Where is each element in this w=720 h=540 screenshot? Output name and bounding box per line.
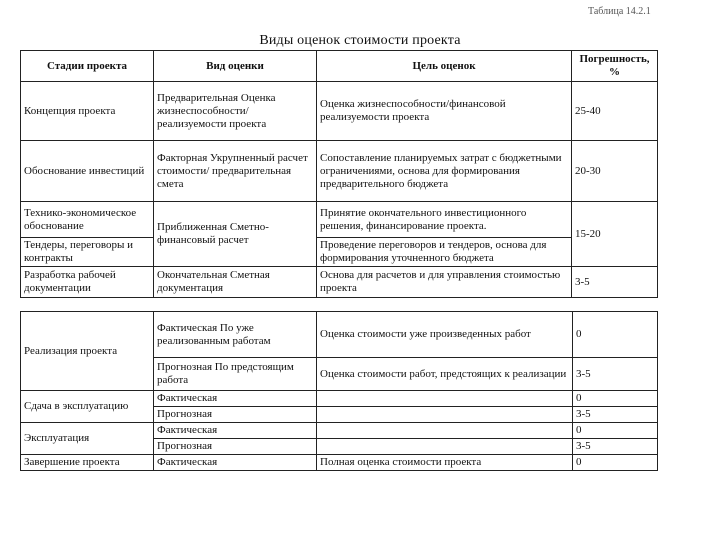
table-row bbox=[21, 267, 658, 298]
header-error: Погрешность, % bbox=[572, 51, 658, 82]
goal-cell: Проведение переговоров и тендеров, основа для формирования уточненного бюджета bbox=[317, 238, 572, 267]
estimates-table-bottom bbox=[20, 311, 658, 471]
type-cell: Предварительная Оценка жизнеспособности/ реализуемости проекта bbox=[154, 82, 317, 141]
error-cell: 3-5 bbox=[573, 407, 658, 423]
table-header-row bbox=[21, 51, 658, 82]
stage-cell: Сдача в эксплуатацию bbox=[21, 391, 154, 423]
error-cell: 25-40 bbox=[572, 82, 658, 141]
type-cell: Фактическая bbox=[154, 391, 317, 407]
error-cell: 3-5 bbox=[573, 358, 658, 391]
stage-cell: Технико-экономическое обоснование bbox=[21, 202, 154, 238]
type-cell: Прогнозная По предстоящим работа bbox=[154, 358, 317, 391]
type-cell: Факторная Укрупненный расчет стоимости/ предварительная смета bbox=[154, 141, 317, 202]
type-cell: Прогнозная bbox=[154, 407, 317, 423]
header-type: Вид оценки bbox=[154, 51, 317, 82]
table-row bbox=[21, 202, 658, 238]
header-goal: Цель оценок bbox=[317, 51, 572, 82]
goal-cell: Оценка стоимости работ, предстоящих к реализации bbox=[317, 358, 573, 391]
goal-cell: Принятие окончательного инвестиционного решения, финансирование проекта. bbox=[317, 202, 572, 238]
goal-cell: Сопоставление планируемых затрат с бюджетными ограничениями, основа для формирования предварительного бюджета bbox=[317, 141, 572, 202]
stage-cell: Реализация проекта bbox=[21, 312, 154, 391]
stage-cell: Тендеры, переговоры и контракты bbox=[21, 238, 154, 267]
error-cell: 3-5 bbox=[572, 267, 658, 298]
stage-cell: Завершение проекта bbox=[21, 455, 154, 471]
error-cell: 0 bbox=[573, 423, 658, 439]
page-title: Виды оценок стоимости проекта bbox=[259, 33, 461, 48]
stage-cell: Обоснование инвестиций bbox=[21, 141, 154, 202]
goal-cell: Полная оценка стоимости проекта bbox=[317, 455, 573, 471]
error-cell: 0 bbox=[573, 391, 658, 407]
goal-cell: Оценка жизнеспособности/финансовой реализуемости проекта bbox=[317, 82, 572, 141]
goal-cell bbox=[317, 407, 573, 423]
type-cell: Окончательная Сметная документация bbox=[154, 267, 317, 298]
stage-cell: Разработка рабочей документации bbox=[21, 267, 154, 298]
stage-cell: Концепция проекта bbox=[21, 82, 154, 141]
header-stage: Стадии проекта bbox=[21, 51, 154, 82]
type-cell: Фактическая bbox=[154, 455, 317, 471]
table-row bbox=[21, 312, 658, 358]
error-cell: 15-20 bbox=[572, 202, 658, 267]
goal-cell bbox=[317, 439, 573, 455]
type-cell: Фактическая По уже реализованным работам bbox=[154, 312, 317, 358]
goal-cell bbox=[317, 391, 573, 407]
table-row bbox=[21, 82, 658, 141]
error-cell: 20-30 bbox=[572, 141, 658, 202]
table-row bbox=[21, 455, 658, 471]
error-cell: 0 bbox=[573, 455, 658, 471]
table-number: Таблица 14.2.1 bbox=[588, 6, 651, 17]
error-cell: 0 bbox=[573, 312, 658, 358]
type-cell: Прогнозная bbox=[154, 439, 317, 455]
stage-cell: Эксплуатация bbox=[21, 423, 154, 455]
table-row bbox=[21, 141, 658, 202]
type-cell: Фактическая bbox=[154, 423, 317, 439]
type-cell: Приближенная Сметно-финансовый расчет bbox=[154, 202, 317, 267]
goal-cell: Основа для расчетов и для управления стоимостью проекта bbox=[317, 267, 572, 298]
table-row bbox=[21, 391, 658, 407]
estimates-table-top bbox=[20, 50, 658, 298]
goal-cell: Оценка стоимости уже произведенных работ bbox=[317, 312, 573, 358]
error-cell: 3-5 bbox=[573, 439, 658, 455]
table-row bbox=[21, 238, 658, 267]
table-row bbox=[21, 423, 658, 439]
goal-cell bbox=[317, 423, 573, 439]
